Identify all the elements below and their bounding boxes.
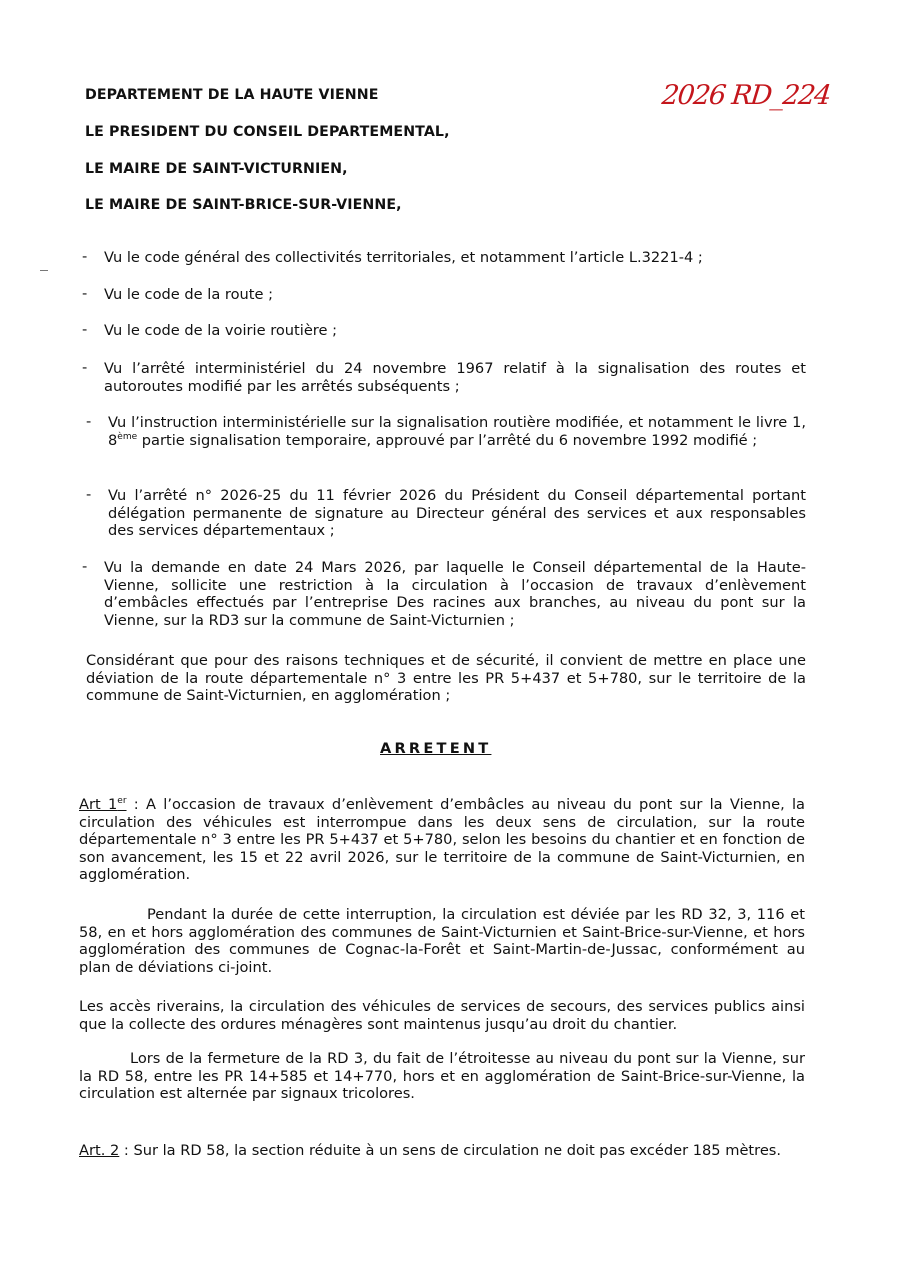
article-2-text: : Sur la RD 58, la section réduite à un sens de circulation ne doit pas excéder 185 mètres. [119, 1142, 782, 1159]
header-mayor-saint-brice: LE MAIRE DE SAINT-BRICE-SUR-VIENNE, [85, 197, 402, 213]
header-department: DEPARTEMENT DE LA HAUTE VIENNE [85, 87, 379, 103]
list-dash: - [82, 359, 88, 376]
consideration-instruction-text-a: Vu l’instruction interministérielle sur la signalisation routière modifiée, et notamment le livre 1, 8 [108, 414, 806, 449]
list-dash: - [86, 413, 92, 430]
consideration-instruction-text-b: partie signalisation temporaire, approuvé par l’arrêté du 6 novembre 1992 modifié ; [137, 431, 758, 449]
consideration-instruction [108, 414, 806, 449]
consideration-code-route: Vu le code de la route ; [104, 286, 274, 303]
article-1-deviation-paragraph: Pendant la durée de cette interruption, la circulation est déviée par les RD 32, 3, 116 et 58, en et hors agglomération des communes de Saint-Victurnien et Saint-Brice-sur-Vienne, et hors agglomération des communes de Cognac-la-Forêt et Saint-Martin-de-Jussac, conformément au plan de déviations ci-joint. [79, 906, 805, 976]
consideration-demande: Vu la demande en date 24 Mars 2026, par laquelle le Conseil départemental de la Haute-Vienne, sollicite une restriction à la circulation à l’occasion de travaux d’enlèvement d’embâcles effectués par l’entreprise Des racines aux branches, au niveau du pont sur la Vienne, sur la RD3 sur la commune de Saint-Victurnien ; [104, 559, 806, 629]
article-2-label: Art. 2 [79, 1142, 120, 1159]
article-1-access-paragraph: Les accès riverains, la circulation des véhicules de services de secours, des services publics ainsi que la collecte des ordures ménagères sont maintenus jusqu’au droit du chantier. [79, 998, 805, 1033]
consideration-arrete-2026-25: Vu l’arrêté n° 2026-25 du 11 février 2026 du Président du Conseil départemental portant délégation permanente de signature au Directeur général des services et aux responsables des services départementaux ; [108, 487, 806, 539]
margin-mark [40, 270, 48, 271]
article-1-label-text: Art 1 [79, 796, 118, 813]
superscript: er [117, 796, 127, 806]
header-president: LE PRESIDENT DU CONSEIL DEPARTEMENTAL, [85, 124, 450, 140]
superscript: ème [117, 431, 138, 442]
list-dash: - [82, 558, 88, 575]
consideration-code-voirie: Vu le code de la voirie routière ; [104, 322, 338, 339]
consideration-cgct: Vu le code général des collectivités territoriales, et notamment l’article L.3221-4 ; [104, 249, 703, 266]
article-1-alternating-paragraph: Lors de la fermeture de la RD 3, du fait de l’étroitesse au niveau du pont sur la Vienne, sur la RD 58, entre les PR 14+585 et 14+770, hors et en agglomération de Saint-Brice-sur-Vienne, la circulation est alternée par signaux tricolores. [79, 1050, 805, 1102]
list-dash: - [82, 285, 88, 302]
consideration-arrete-1967: Vu l’arrêté interministériel du 24 novembre 1967 relatif à la signalisation des routes et autoroutes modifié par les arrêtés subséquents ; [104, 360, 806, 395]
list-dash: - [86, 486, 92, 503]
considering-paragraph: Considérant que pour des raisons techniques et de sécurité, il convient de mettre en place une déviation de la route départementale n° 3 entre les PR 5+437 et 5+780, sur le territoire de la commune de Saint-Victurnien, en agglomération ; [86, 652, 806, 704]
list-dash: - [82, 248, 88, 265]
decree-heading: ARRETENT [380, 740, 492, 757]
list-dash: - [82, 321, 88, 338]
article-2 [79, 1142, 805, 1160]
article-1-label [79, 796, 127, 813]
handwritten-reference-number: 2026 RD_224 [660, 80, 832, 111]
article-1 [79, 796, 805, 884]
article-1-text: : A l’occasion de travaux d’enlèvement d’embâcles au niveau du pont sur la Vienne, la circulation des véhicules est interrompue dans les deux sens de circulation, sur la route départementale n° 3 entre les PR 5+437 et 5+780, selon les besoins du chantier et en fonction de son avancement, les 15 et 22 avril 2026, sur le territoire de la commune de Saint-Victurnien, en agglomération. [79, 796, 805, 883]
header-mayor-saint-victurnien: LE MAIRE DE SAINT-VICTURNIEN, [85, 161, 348, 177]
